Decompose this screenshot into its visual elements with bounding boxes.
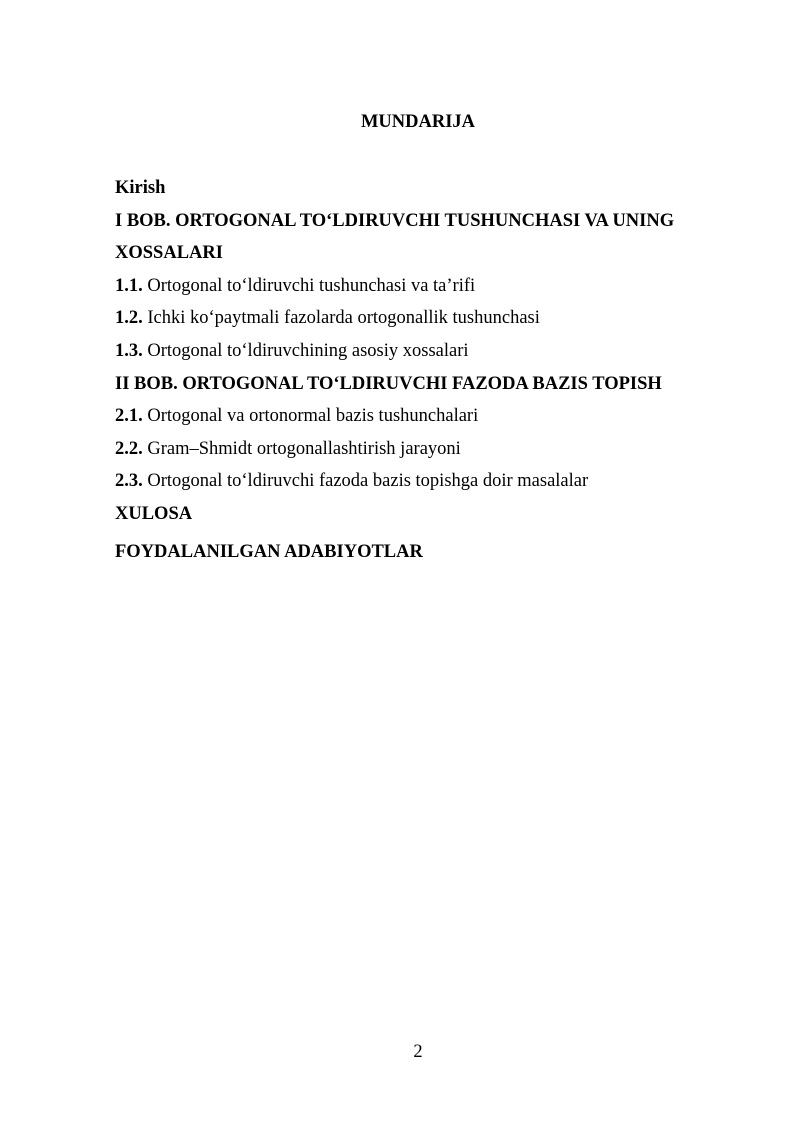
section-title: Ortogonal to‘ldiruvchi fazoda bazis topishga doir masalalar — [142, 471, 589, 492]
table-of-contents — [115, 172, 715, 568]
toc-section-2-3 — [115, 465, 715, 498]
section-number: 1.3. — [115, 340, 143, 361]
toc-references: FOYDALANILGAN ADABIYOTLAR — [115, 541, 423, 562]
page-number: 2 — [413, 1042, 423, 1062]
section-number: 2.1. — [115, 406, 143, 427]
section-number: 1.1. — [115, 275, 143, 296]
toc-chapter-1-line-2: XOSSALARI — [115, 243, 223, 264]
toc-section-2-1 — [115, 400, 715, 433]
section-number: 2.2. — [115, 438, 143, 459]
toc-conclusion: XULOSA — [115, 503, 193, 524]
section-title: Ichki ko‘paytmali fazolarda ortogonallik tushunchasi — [142, 308, 540, 329]
section-title: Ortogonal va ortonormal bazis tushunchalari — [142, 406, 479, 427]
section-number: 1.2. — [115, 308, 143, 329]
page-title: MUNDARIJA — [360, 112, 476, 132]
toc-chapter-2: II BOB. ORTOGONAL TO‘LDIRUVCHI FAZODA BAZIS TOPISH — [115, 373, 662, 394]
toc-section-1-2 — [115, 302, 715, 335]
section-number: 2.3. — [115, 471, 143, 492]
toc-intro: Kirish — [115, 178, 166, 198]
toc-section-1-1 — [115, 270, 715, 303]
section-title: Ortogonal to‘ldiruvchi tushunchasi va ta’rifi — [142, 275, 476, 296]
section-title: Ortogonal to‘ldiruvchining asosiy xossalari — [142, 340, 469, 361]
toc-section-2-2 — [115, 433, 715, 466]
toc-chapter-1-line-1: I BOB. ORTOGONAL TO‘LDIRUVCHI TUSHUNCHASI VA UNING — [115, 210, 675, 231]
section-title: Gram–Shmidt ortogonallashtirish jarayoni — [142, 438, 461, 459]
toc-section-1-3 — [115, 335, 715, 368]
